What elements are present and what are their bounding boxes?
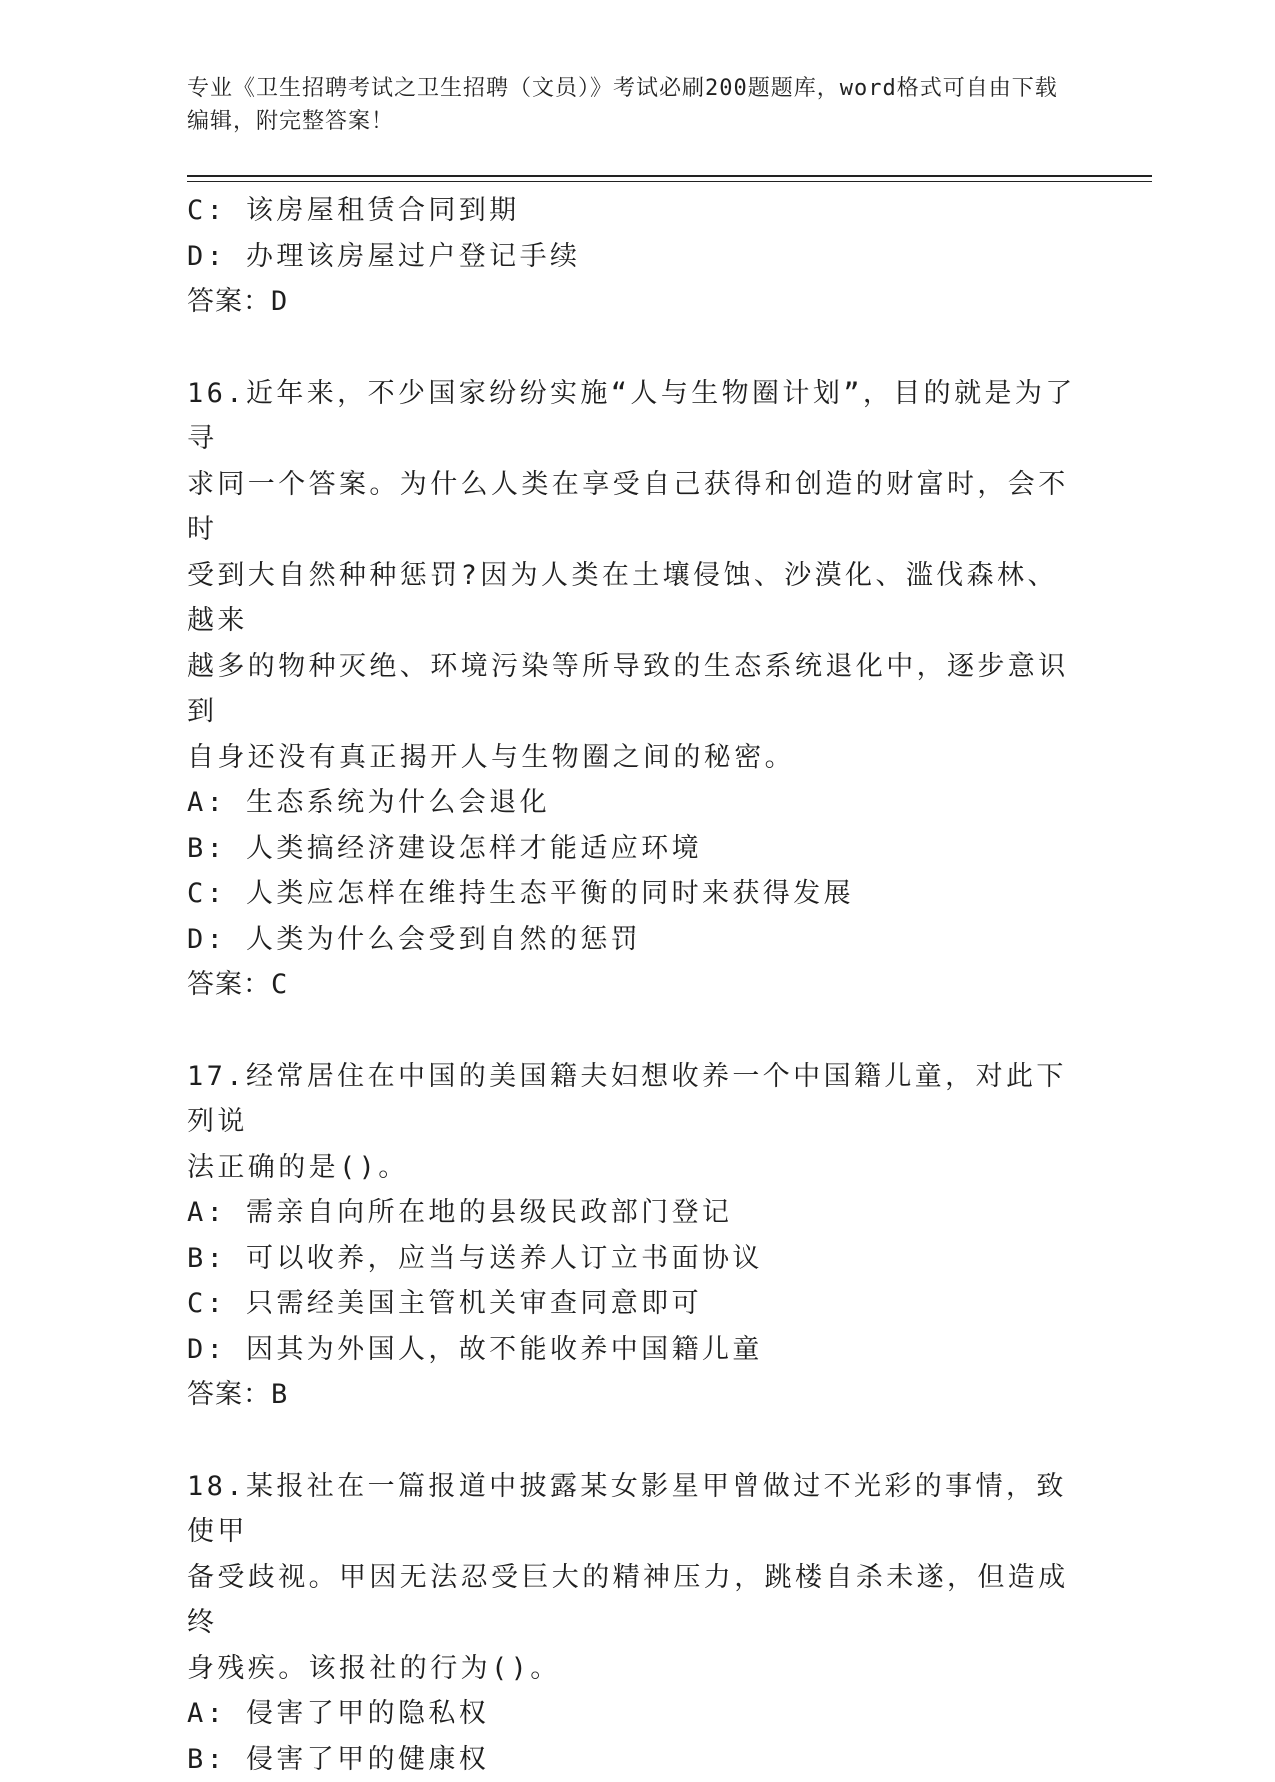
question-content bbox=[187, 188, 1077, 1782]
spacer bbox=[187, 325, 1077, 371]
option-b: B: 侵害了甲的健康权 bbox=[187, 1737, 1077, 1782]
answer-line: 答案：D bbox=[187, 279, 1077, 325]
option-c: C: 人类应怎样在维持生态平衡的同时来获得发展 bbox=[187, 871, 1077, 917]
question-stem-line: 受到大自然种种惩罚?因为人类在土壤侵蚀、沙漠化、滥伐森林、越来 bbox=[187, 553, 1077, 644]
spacer bbox=[187, 1008, 1077, 1054]
question-stem-line: 求同一个答案。为什么人类在享受自己获得和创造的财富时，会不时 bbox=[187, 462, 1077, 553]
question-stem-line: 备受歧视。甲因无法忍受巨大的精神压力，跳楼自杀未遂，但造成终 bbox=[187, 1555, 1077, 1646]
header-divider-thick bbox=[187, 175, 1152, 177]
answer-line: 答案：B bbox=[187, 1372, 1077, 1418]
question-18 bbox=[187, 1464, 1077, 1782]
option-b: B: 人类搞经济建设怎样才能适应环境 bbox=[187, 826, 1077, 872]
spacer bbox=[187, 1418, 1077, 1464]
question-stem-line: 16.近年来，不少国家纷纷实施“人与生物圈计划”，目的就是为了寻 bbox=[187, 371, 1077, 462]
option-a: A: 需亲自向所在地的县级民政部门登记 bbox=[187, 1190, 1077, 1236]
option-c: C: 该房屋租赁合同到期 bbox=[187, 188, 1077, 234]
question-stem-line: 17.经常居住在中国的美国籍夫妇想收养一个中国籍儿童，对此下列说 bbox=[187, 1054, 1077, 1145]
question-stem-line: 身残疾。该报社的行为()。 bbox=[187, 1646, 1077, 1692]
option-b: B: 可以收养，应当与送养人订立书面协议 bbox=[187, 1236, 1077, 1282]
option-d: D: 办理该房屋过户登记手续 bbox=[187, 234, 1077, 280]
question-16 bbox=[187, 371, 1077, 1008]
document-header: 专业《卫生招聘考试之卫生招聘（文员）》考试必刷200题题库，word格式可自由下载编辑，附完整答案！ bbox=[187, 72, 1067, 138]
question-stem-line: 越多的物种灭绝、环境污染等所导致的生态系统退化中，逐步意识到 bbox=[187, 644, 1077, 735]
answer-line: 答案：C bbox=[187, 962, 1077, 1008]
option-d: D: 因其为外国人，故不能收养中国籍儿童 bbox=[187, 1327, 1077, 1373]
option-d: D: 人类为什么会受到自然的惩罚 bbox=[187, 917, 1077, 963]
option-a: A: 侵害了甲的隐私权 bbox=[187, 1691, 1077, 1737]
question-stem-line: 自身还没有真正揭开人与生物圈之间的秘密。 bbox=[187, 735, 1077, 781]
question-17 bbox=[187, 1054, 1077, 1418]
question-15 bbox=[187, 188, 1077, 325]
option-c: C: 只需经美国主管机关审查同意即可 bbox=[187, 1281, 1077, 1327]
header-divider-thin bbox=[187, 181, 1152, 182]
question-stem-line: 18.某报社在一篇报道中披露某女影星甲曾做过不光彩的事情，致使甲 bbox=[187, 1464, 1077, 1555]
question-stem-line: 法正确的是()。 bbox=[187, 1145, 1077, 1191]
option-a: A: 生态系统为什么会退化 bbox=[187, 780, 1077, 826]
